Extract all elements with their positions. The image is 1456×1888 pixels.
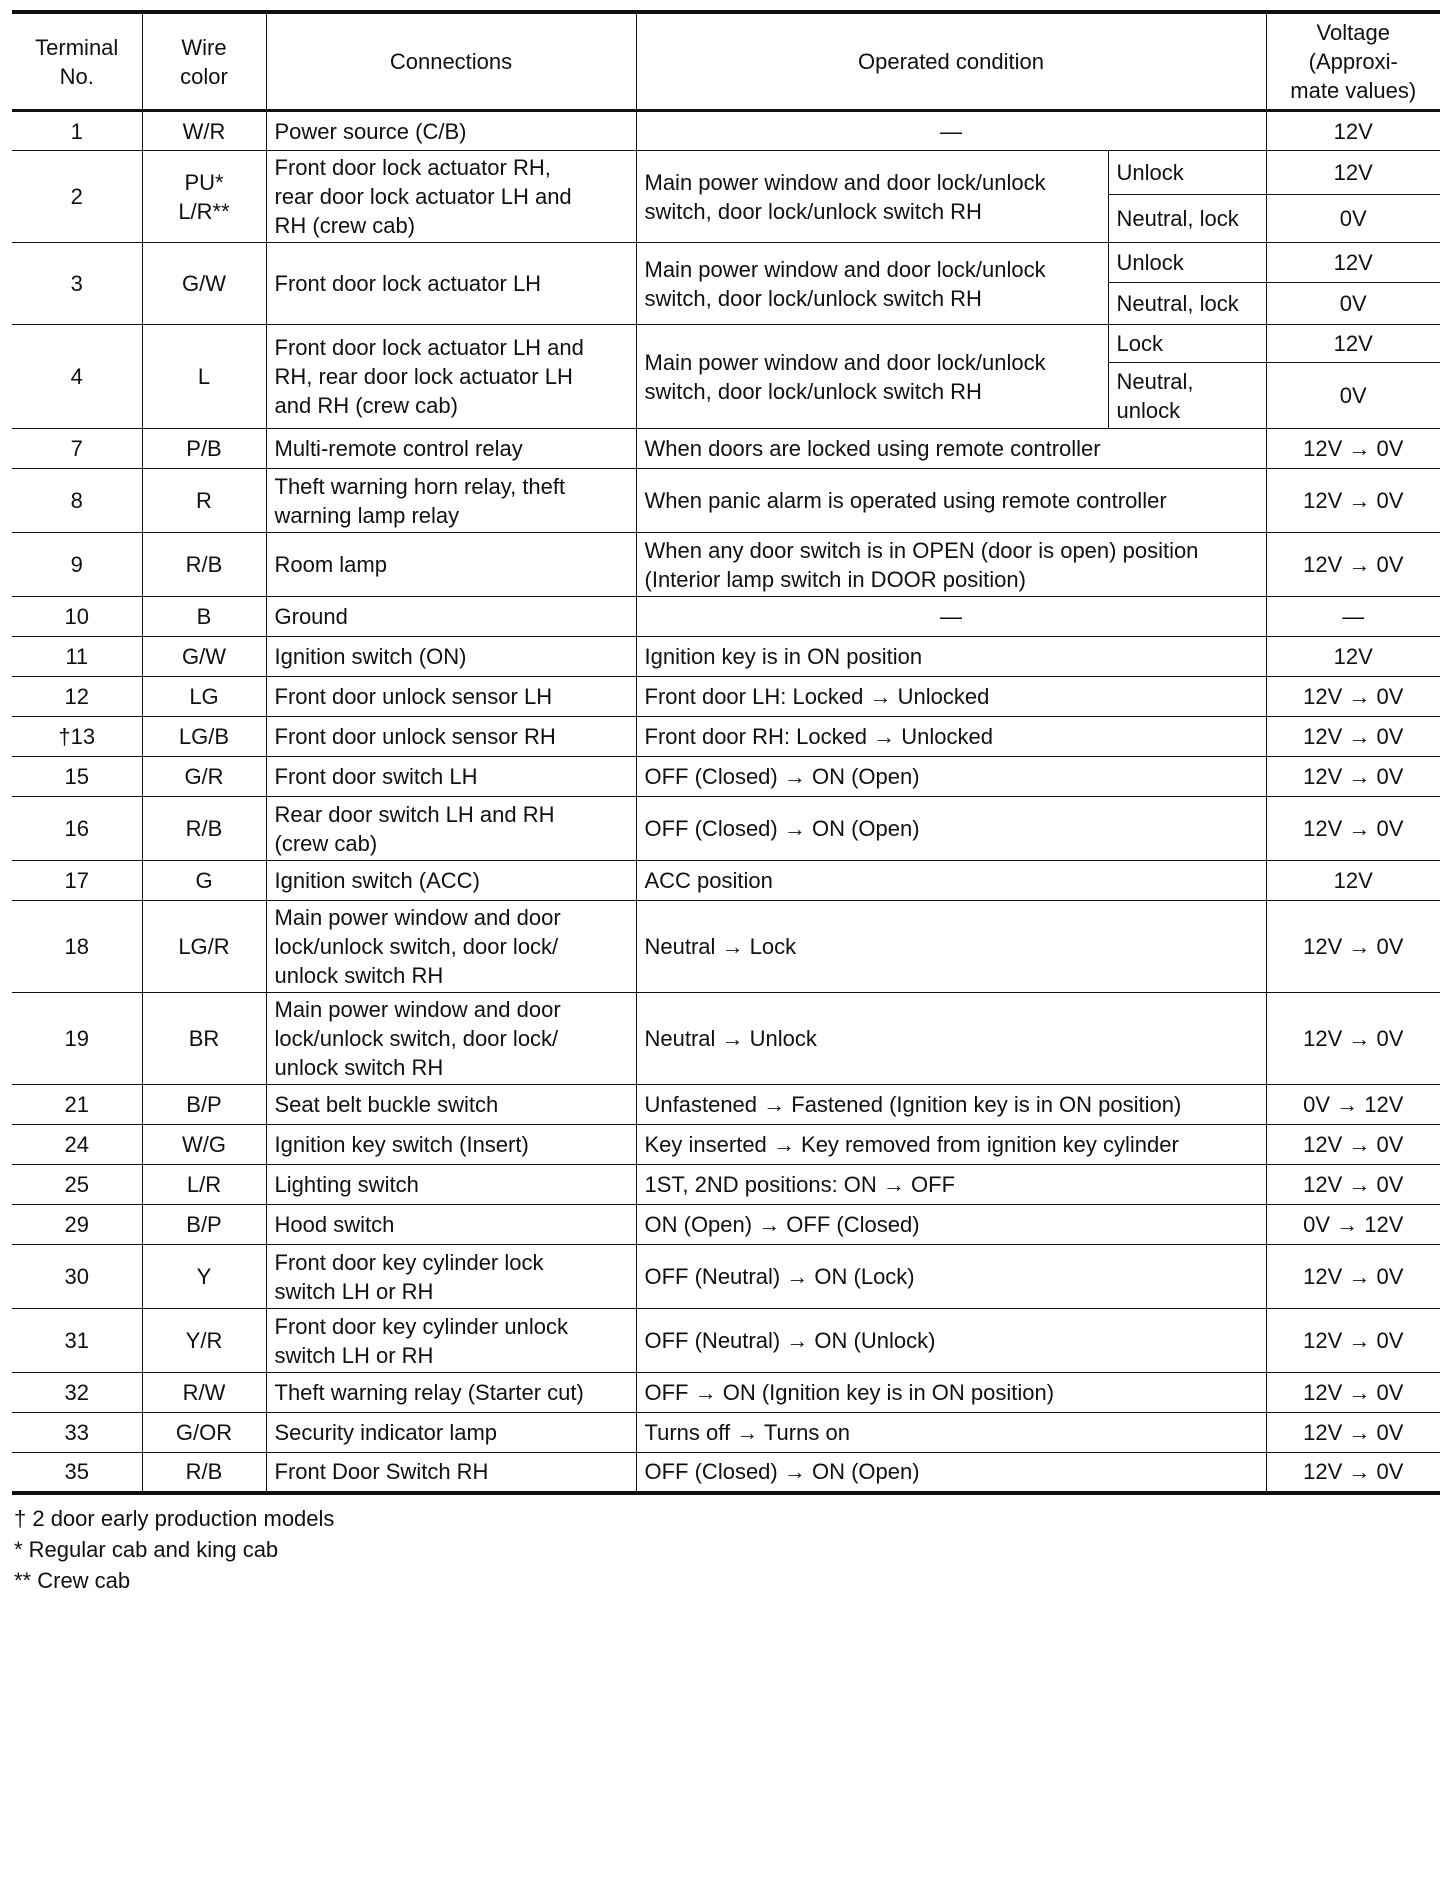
connections-cell (266, 1309, 636, 1373)
table-row (12, 597, 1440, 637)
wire-color-cell-line: LG (189, 684, 219, 709)
wire-color-cell-line: W/G (182, 1132, 226, 1157)
operated-condition-cell (636, 243, 1108, 325)
operated-condition-cell-line: When any door switch is in OPEN (door is open) position (644, 537, 1199, 563)
terminal-no-cell: 8 (12, 469, 142, 533)
table-row (12, 111, 1440, 151)
connections-cell (266, 1085, 636, 1125)
switch-state-cell (1108, 363, 1266, 429)
operated-condition-cell: When panic alarm is operated using remote controller (636, 469, 1266, 533)
connections-cell-line: unlock switch RH (274, 963, 444, 988)
connections-cell-line: Ground (274, 604, 348, 629)
voltage-cell: 12V → 0V (1266, 993, 1440, 1085)
table-header-row (12, 12, 1440, 111)
wire-color-cell-line: G/W (182, 644, 226, 669)
operated-condition-cell: OFF (Closed) → ON (Open) (636, 757, 1266, 797)
voltage-cell: 12V (1266, 637, 1440, 677)
wire-color-cell (142, 533, 266, 597)
connections-cell-line: lock/unlock switch, door lock/ (274, 1026, 559, 1051)
footnote-single-star: * Regular cab and king cab (14, 1536, 279, 1562)
connections-cell (266, 757, 636, 797)
terminal-no-cell: 9 (12, 533, 142, 597)
table-row (12, 1413, 1440, 1453)
table-row (12, 533, 1440, 597)
terminal-no-cell: 12 (12, 677, 142, 717)
voltage-cell: 12V → 0V (1266, 1373, 1440, 1413)
operated-condition-cell-line: switch, door lock/unlock switch RH (644, 285, 982, 311)
operated-condition-cell: OFF (Neutral) → ON (Unlock) (636, 1309, 1266, 1373)
table-row (12, 429, 1440, 469)
voltage-cell: 12V → 0V (1266, 533, 1440, 597)
table-row (12, 717, 1440, 757)
wire-color-cell-line: L (197, 364, 211, 389)
operated-condition-cell (636, 151, 1108, 243)
table-row (12, 993, 1440, 1085)
wire-color-cell-line: LG/R (178, 934, 230, 959)
wire-color-cell-line: B (196, 604, 212, 629)
table-row (12, 1125, 1440, 1165)
table-body (12, 111, 1440, 1493)
switch-state-cell-line: Lock (1116, 331, 1163, 356)
wire-color-cell (142, 469, 266, 533)
operated-condition-cell: OFF (Closed) → ON (Open) (636, 1453, 1266, 1493)
voltage-cell: 12V → 0V (1266, 717, 1440, 757)
terminal-no-cell: 3 (12, 243, 142, 325)
wire-color-cell-line: G/W (182, 271, 226, 296)
connections-cell (266, 637, 636, 677)
voltage-cell: — (1266, 597, 1440, 637)
terminal-no-cell: 2 (12, 151, 142, 243)
wire-color-cell (142, 111, 266, 151)
voltage-cell: 12V (1266, 151, 1440, 195)
voltage-cell: 12V → 0V (1266, 469, 1440, 533)
voltage-cell: 12V → 0V (1266, 1309, 1440, 1373)
switch-state-cell (1108, 194, 1266, 242)
table-row (12, 637, 1440, 677)
wire-color-cell-line: LG/B (178, 724, 230, 749)
connections-cell (266, 993, 636, 1085)
connections-cell (266, 1165, 636, 1205)
connections-cell-line: warning lamp relay (274, 502, 460, 528)
table-row (12, 1165, 1440, 1205)
wire-color-cell-line: PU* (184, 169, 224, 195)
operated-condition-cell: ON (Open) → OFF (Closed) (636, 1205, 1266, 1245)
voltage-cell: 12V → 0V (1266, 901, 1440, 993)
switch-state-cell (1108, 151, 1266, 195)
header-wire-color: Wire color (142, 12, 266, 111)
operated-condition-cell-line: Main power window and door lock/unlock (644, 256, 1046, 282)
connections-cell-line: unlock switch RH (274, 1055, 444, 1080)
operated-condition-cell-line: (Interior lamp switch in DOOR position) (644, 566, 1026, 592)
connections-cell-line: Front door lock actuator LH and (274, 335, 584, 360)
operated-condition-cell: Neutral → Unlock (636, 993, 1266, 1085)
footnote-double-star: ** Crew cab (14, 1567, 131, 1593)
table-row (12, 151, 1440, 195)
connections-cell-line: (crew cab) (274, 830, 378, 856)
voltage-cell: 0V (1266, 363, 1440, 429)
connections-cell-line: Multi-remote control relay (274, 436, 523, 461)
terminal-no-cell: 15 (12, 757, 142, 797)
terminal-no-cell: 35 (12, 1453, 142, 1493)
wire-color-cell-line: R (196, 488, 212, 513)
voltage-cell: 12V → 0V (1266, 797, 1440, 861)
switch-state-cell-line: Neutral, lock (1116, 205, 1239, 231)
wire-color-cell-line: R/B (185, 1459, 223, 1485)
voltage-cell: 12V (1266, 243, 1440, 283)
wire-color-cell (142, 325, 266, 429)
operated-condition-cell: OFF → ON (Ignition key is in ON position) (636, 1373, 1266, 1413)
connections-cell-line: Ignition key switch (Insert) (274, 1132, 529, 1157)
terminal-no-cell: 17 (12, 861, 142, 901)
wire-color-cell (142, 1453, 266, 1493)
terminal-table-sheet (12, 10, 1440, 1596)
connections-cell-line: switch LH or RH (274, 1278, 434, 1304)
connections-cell (266, 1453, 636, 1493)
operated-condition-cell (636, 533, 1266, 597)
terminal-no-cell: 19 (12, 993, 142, 1085)
connections-cell-line: Front door switch LH (274, 764, 478, 789)
footnotes (12, 1503, 1440, 1596)
connections-cell-line: Front Door Switch RH (274, 1459, 489, 1485)
table-row (12, 1373, 1440, 1413)
operated-condition-cell-line: switch, door lock/unlock switch RH (644, 378, 982, 404)
wire-color-cell (142, 597, 266, 637)
connections-cell-line: Security indicator lamp (274, 1420, 498, 1445)
terminal-no-cell: 10 (12, 597, 142, 637)
voltage-cell: 0V → 12V (1266, 1205, 1440, 1245)
voltage-cell: 12V → 0V (1266, 1165, 1440, 1205)
table-row (12, 901, 1440, 993)
wire-color-cell (142, 243, 266, 325)
terminal-no-cell: 21 (12, 1085, 142, 1125)
operated-condition-cell: 1ST, 2ND positions: ON → OFF (636, 1165, 1266, 1205)
terminal-no-cell: 25 (12, 1165, 142, 1205)
voltage-cell: 12V (1266, 861, 1440, 901)
switch-state-cell (1108, 243, 1266, 283)
wire-color-cell-line: R/B (185, 816, 223, 841)
connections-cell-line: lock/unlock switch, door lock/ (274, 934, 559, 959)
terminal-voltage-table (12, 10, 1440, 1495)
operated-condition-cell-line: Main power window and door lock/unlock (644, 349, 1046, 375)
table-row (12, 861, 1440, 901)
table-row (12, 1085, 1440, 1125)
connections-cell-line: Power source (C/B) (274, 118, 467, 144)
connections-cell (266, 1245, 636, 1309)
connections-cell-line: rear door lock actuator LH and (274, 184, 572, 209)
terminal-no-cell: 4 (12, 325, 142, 429)
connections-cell (266, 243, 636, 325)
connections-cell (266, 861, 636, 901)
connections-cell-line: Front door unlock sensor LH (274, 684, 553, 709)
wire-color-cell (142, 429, 266, 469)
connections-cell-line: Front door unlock sensor RH (274, 724, 556, 749)
wire-color-cell (142, 1125, 266, 1165)
terminal-no-cell: 7 (12, 429, 142, 469)
connections-cell-line: Front door lock actuator LH (274, 271, 542, 296)
operated-condition-cell-line: Main power window and door lock/unlock (644, 169, 1046, 195)
voltage-cell: 0V → 12V (1266, 1085, 1440, 1125)
operated-condition-cell (636, 325, 1108, 429)
wire-color-cell (142, 757, 266, 797)
connections-cell (266, 677, 636, 717)
table-row (12, 325, 1440, 363)
switch-state-cell (1108, 325, 1266, 363)
terminal-no-cell: 31 (12, 1309, 142, 1373)
connections-cell-line: Front door key cylinder unlock (274, 1313, 568, 1339)
switch-state-cell-line: Neutral, (1116, 368, 1194, 394)
connections-cell (266, 797, 636, 861)
connections-cell-line: RH, rear door lock actuator LH (274, 364, 573, 389)
switch-state-cell-line: Unlock (1116, 159, 1184, 185)
wire-color-cell (142, 797, 266, 861)
connections-cell (266, 1373, 636, 1413)
connections-cell-line: Theft warning relay (Starter cut) (274, 1380, 584, 1405)
connections-cell-line: Hood switch (274, 1212, 395, 1237)
table-row (12, 469, 1440, 533)
voltage-cell: 12V → 0V (1266, 1125, 1440, 1165)
wire-color-cell-line: G (195, 868, 213, 893)
operated-condition-cell: OFF (Neutral) → ON (Lock) (636, 1245, 1266, 1309)
connections-cell-line: Ignition switch (ACC) (274, 868, 480, 893)
operated-condition-cell-line: switch, door lock/unlock switch RH (644, 198, 982, 224)
terminal-no-cell: 29 (12, 1205, 142, 1245)
connections-cell-line: Rear door switch LH and RH (274, 801, 555, 827)
table-row (12, 243, 1440, 283)
terminal-no-cell: 33 (12, 1413, 142, 1453)
connections-cell-line: Ignition switch (ON) (274, 644, 467, 669)
terminal-no-cell: 11 (12, 637, 142, 677)
connections-cell-line: Theft warning horn relay, theft (274, 473, 566, 499)
switch-state-cell-line: unlock (1116, 397, 1181, 423)
table-row (12, 677, 1440, 717)
connections-cell-line: switch LH or RH (274, 1342, 434, 1368)
voltage-cell: 12V → 0V (1266, 1453, 1440, 1493)
terminal-no-cell: 24 (12, 1125, 142, 1165)
switch-state-cell (1108, 283, 1266, 325)
wire-color-cell (142, 1245, 266, 1309)
connections-cell (266, 325, 636, 429)
connections-cell (266, 1205, 636, 1245)
switch-state-cell-line: Unlock (1116, 250, 1184, 275)
header-operated-condition: Operated condition (636, 12, 1266, 111)
wire-color-cell (142, 1085, 266, 1125)
voltage-cell: 12V (1266, 325, 1440, 363)
wire-color-cell (142, 993, 266, 1085)
wire-color-cell (142, 1309, 266, 1373)
table-row (12, 757, 1440, 797)
connections-cell (266, 429, 636, 469)
voltage-cell: 12V → 0V (1266, 1245, 1440, 1309)
wire-color-cell (142, 901, 266, 993)
wire-color-cell-line: W/R (182, 118, 226, 144)
connections-cell (266, 1413, 636, 1453)
operated-condition-cell: ACC position (636, 861, 1266, 901)
wire-color-cell-line: G/R (184, 764, 224, 789)
connections-cell-line: RH (crew cab) (274, 213, 416, 238)
operated-condition-cell: Front door LH: Locked → Unlocked (636, 677, 1266, 717)
operated-condition-cell: Neutral → Lock (636, 901, 1266, 993)
connections-cell (266, 469, 636, 533)
wire-color-cell-line: P/B (186, 436, 222, 461)
terminal-no-cell: †13 (12, 717, 142, 757)
voltage-cell: 0V (1266, 283, 1440, 325)
connections-cell (266, 717, 636, 757)
terminal-no-cell: 30 (12, 1245, 142, 1309)
wire-color-cell-line: Y (196, 1264, 212, 1289)
connections-cell (266, 111, 636, 151)
operated-condition-cell: When doors are locked using remote controller (636, 429, 1266, 469)
operated-condition-cell: Ignition key is in ON position (636, 637, 1266, 677)
footnote-dagger: † 2 door early production models (14, 1505, 335, 1531)
voltage-cell: 12V → 0V (1266, 1413, 1440, 1453)
terminal-no-cell: 16 (12, 797, 142, 861)
connections-cell-line: Lighting switch (274, 1172, 419, 1197)
table-row (12, 1309, 1440, 1373)
table-row (12, 797, 1440, 861)
operated-condition-cell: Unfastened → Fastened (Ignition key is in ON position) (636, 1085, 1266, 1125)
connections-cell-line: Front door lock actuator RH, (274, 155, 551, 180)
connections-cell-line: Main power window and door (274, 997, 561, 1022)
operated-condition-cell: — (636, 111, 1266, 151)
connections-cell-line: Room lamp (274, 552, 387, 577)
connections-cell (266, 533, 636, 597)
connections-cell-line: Main power window and door (274, 905, 561, 930)
connections-cell-line: and RH (crew cab) (274, 393, 458, 418)
header-connections: Connections (266, 12, 636, 111)
wire-color-cell-line: Y/R (185, 1328, 223, 1353)
connections-cell-line: Front door key cylinder lock (274, 1249, 544, 1275)
terminal-no-cell: 1 (12, 111, 142, 151)
header-terminal-no: Terminal No. (12, 12, 142, 111)
wire-color-cell (142, 151, 266, 243)
wire-color-cell-line: B/P (186, 1092, 222, 1117)
operated-condition-cell: Front door RH: Locked → Unlocked (636, 717, 1266, 757)
voltage-cell: 12V → 0V (1266, 757, 1440, 797)
voltage-cell: 12V → 0V (1266, 429, 1440, 469)
wire-color-cell (142, 861, 266, 901)
operated-condition-cell: OFF (Closed) → ON (Open) (636, 797, 1266, 861)
operated-condition-cell: — (636, 597, 1266, 637)
table-row (12, 1245, 1440, 1309)
table-row (12, 1205, 1440, 1245)
wire-color-cell (142, 1373, 266, 1413)
wire-color-cell-line: G/OR (175, 1420, 233, 1445)
voltage-cell: 0V (1266, 194, 1440, 242)
terminal-no-cell: 18 (12, 901, 142, 993)
connections-cell (266, 597, 636, 637)
wire-color-cell (142, 677, 266, 717)
connections-cell (266, 151, 636, 243)
wire-color-cell (142, 1413, 266, 1453)
table-row (12, 1453, 1440, 1493)
wire-color-cell-line: BR (188, 1026, 220, 1051)
terminal-no-cell: 32 (12, 1373, 142, 1413)
connections-cell (266, 901, 636, 993)
wire-color-cell-line: R/B (185, 552, 223, 577)
header-voltage: Voltage (Approxi- mate values) (1266, 12, 1440, 111)
wire-color-cell-line: L/R** (178, 198, 230, 224)
switch-state-cell-line: Neutral, lock (1116, 291, 1239, 316)
wire-color-cell-line: B/P (186, 1212, 222, 1237)
connections-cell (266, 1125, 636, 1165)
wire-color-cell-line: L/R (186, 1172, 222, 1197)
wire-color-cell-line: R/W (182, 1380, 226, 1405)
wire-color-cell (142, 1165, 266, 1205)
operated-condition-cell: Turns off → Turns on (636, 1413, 1266, 1453)
connections-cell-line: Seat belt buckle switch (274, 1092, 499, 1117)
voltage-cell: 12V → 0V (1266, 677, 1440, 717)
wire-color-cell (142, 637, 266, 677)
wire-color-cell (142, 1205, 266, 1245)
voltage-cell: 12V (1266, 111, 1440, 151)
wire-color-cell (142, 717, 266, 757)
operated-condition-cell: Key inserted → Key removed from ignition key cylinder (636, 1125, 1266, 1165)
